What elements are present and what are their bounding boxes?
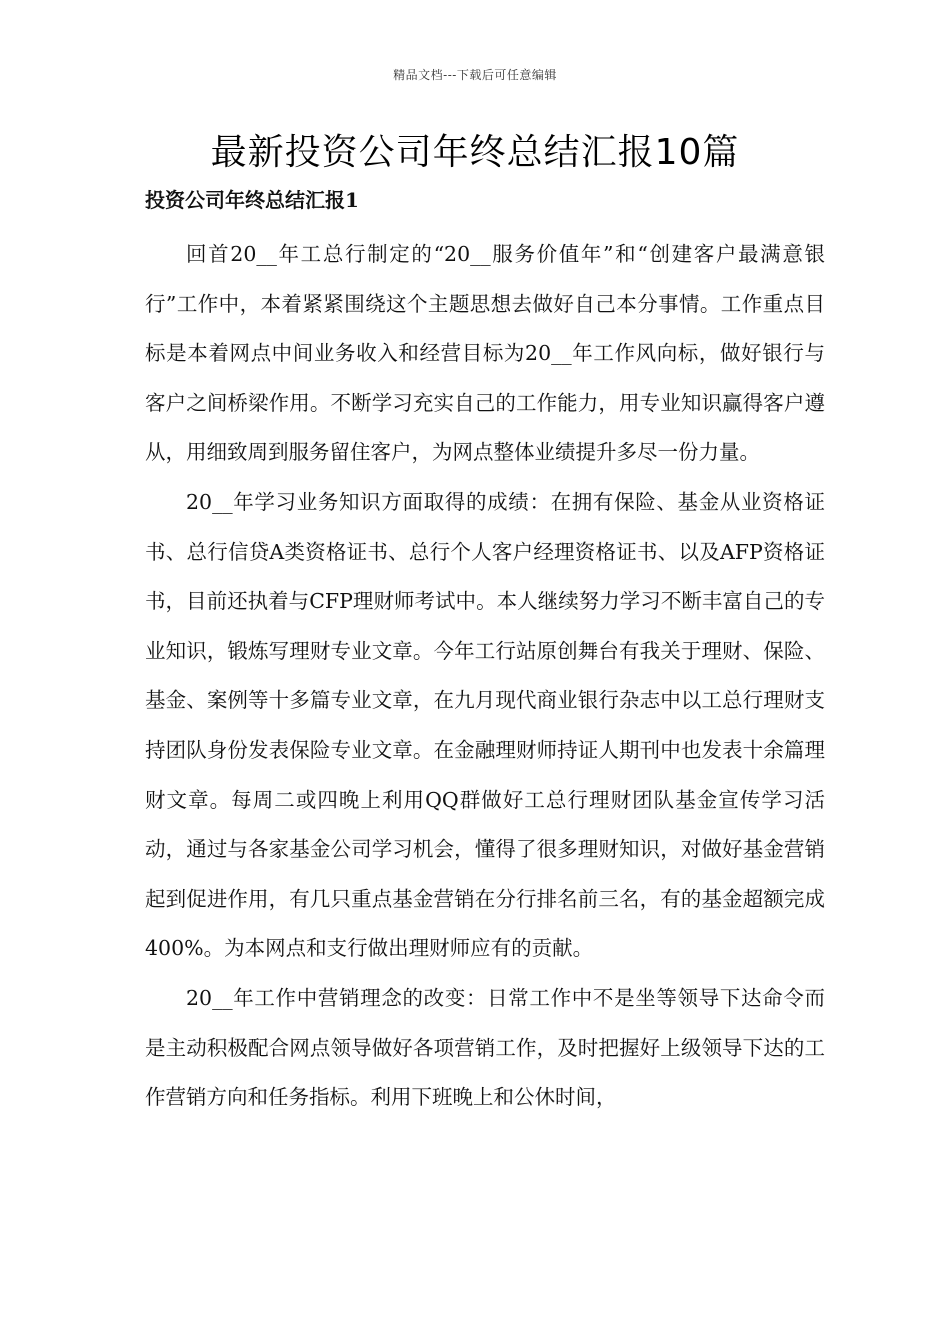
paragraph-1: 回首20__年工总行制定的“20__服务价值年”和“创建客户最满意银行”工作中，本着紧紧围绕这个主题思想去做好自己本分事情。工作重点目标是本着网点中间业务收入和经营目标为20__年工作风向标，做好银行与客户之间桥梁作用。不断学习充实自己的工作能力，用专业知识赢得客户遵从，用细致周到服务留住客户，为网点整体业绩提升多尽一份力量。 xyxy=(145,242,825,465)
paragraph-3: 20__年工作中营销理念的改变：日常工作中不是坐等领导下达命令而是主动积极配合网点领导做好各项营销工作，及时把握好上级领导下达的工作营销方向和任务指标。利用下班晚上和公休时间， xyxy=(145,985,825,1110)
document-title: 最新投资公司年终总结汇报10篇 xyxy=(210,132,740,173)
body-text xyxy=(145,230,825,1123)
paragraph-2: 20__年学习业务知识方面取得的成绩：在拥有保险、基金从业资格证书、总行信贷A类资格证书、总行个人客户经理资格证书、以及AFP资格证书，目前还执着与CFP理财师考试中。本人继续努力学习不断丰富自己的专业知识，锻炼写理财专业文章。今年工行站原创舞台有我关于理财、保险、基金、案例等十多篇专业文章，在九月现代商业银行杂志中以工总行理财支持团队身份发表保险专业文章。在金融理财师持证人期刊中也发表十余篇理财文章。每周二或四晚上利用QQ群做好工总行理财团队基金宣传学习活动，通过与各家基金公司学习机会，懂得了很多理财知识，对做好基金营销起到促进作用，有几只重点基金营销在分行排名前三名，有的基金超额完成400%。为本网点和支行做出理财师应有的贡献。 xyxy=(145,489,825,961)
header-note: 精品文档---下载后可任意编辑 xyxy=(393,68,557,82)
section-heading: 投资公司年终总结汇报1 xyxy=(145,188,359,212)
